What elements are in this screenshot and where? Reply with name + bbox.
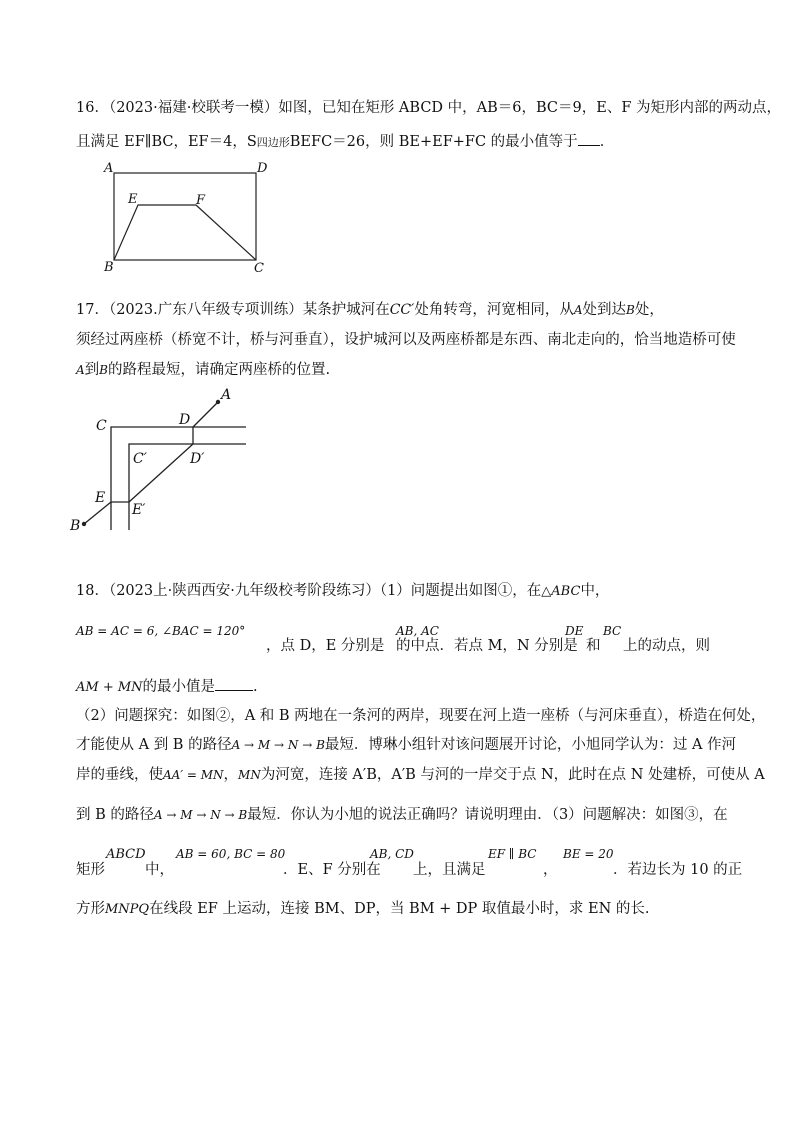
q18-math-path-2: A → M → N → B [153,808,248,822]
q16-path-befc [114,205,256,260]
q17-line3-math-a: A [76,363,85,377]
q18-math-mn: MN [238,768,261,782]
q18-math-bc [603,621,621,641]
q18-math-be [563,844,614,864]
q18-answer-blank [215,676,253,691]
q18-line1-part-b: 中， [580,583,610,599]
q18-line8-part-a: 矩形 [76,862,105,878]
q16-label-e: E [128,192,138,207]
q18-line8-part-c: ．E、F 分别在 [283,862,381,878]
q18-line1 [76,581,609,602]
q18-line5 [76,735,736,755]
q17-line1-part-d: 处， [634,302,664,318]
q17-line1 [76,300,664,320]
q16-line2-end: ． [599,134,615,150]
q18-line5-part-b: 最短．博琳小组针对该问题展开讨论，小旭同学认为：过 A 作河 [324,737,737,753]
q18-math-ab-ac-text: AB, AC [396,624,439,638]
q18-line6-part-c: 为河宽，连接 A′B，A′B 与河的一岸交于点 N，此时在点 N 处建桥，可使从 A [260,767,765,783]
q17-line3-rest: 的路程最短，请确定两座桥的位置. [108,362,331,378]
q17-line1-part-b: 处角转弯，河宽相同，从 [414,302,574,318]
q17-math-a: A [573,303,583,317]
q18-math-ef-bc [488,844,536,864]
q17-label-d-prime: D′ [190,451,205,467]
q16-area-subscript: 四边形 [256,136,290,149]
q18-math-ab-bc-text: AB = 60, BC = 80 [176,847,286,861]
q17-label-b: B [70,518,81,534]
q18-math-ab-cd [370,844,414,864]
q16-rectangle-figure [96,158,280,276]
q17-label-a: A [221,387,232,403]
q16-line2-part-b: BEFC＝26，则 BE+EF+FC 的最小值等于 [289,134,578,150]
q18-line8-part-f: ．若边长为 10 的正 [613,862,743,878]
q18-math-aa-mn: AA′ = MN [163,768,224,782]
q18-line9-part-b: 在线段 EF 上运动，连接 BM、DP，当 BM + DP 取值最小时，求 EN 的长. [149,901,650,917]
q17-label-e: E [95,490,106,506]
q18-line6 [76,765,765,785]
q18-line2-part-b: 的中点．若点 M，N 分别是 [396,638,578,654]
q17-label-c-prime: C′ [133,451,147,467]
q16-answer-blank [578,131,600,146]
q17-line3-to: 到 [84,362,100,378]
q18-math-be-text: BE = 20 [563,847,614,861]
q18-line6-part-a: 岸的垂线，使 [76,767,163,783]
q18-line2-part-a: ，点 D，E 分别是 [266,638,385,654]
q16-label-f: F [196,193,206,208]
q16-rectangle-abcd [114,173,256,260]
q16-line2 [76,131,614,153]
q18-line7-part-a: 到 B 的路径 [76,807,154,823]
q18-line1-part-a: 18．（2023上·陕西西安·九年级校考阶段练习）（1）问题提出如图①，在 [76,583,542,599]
q18-math-ab-cd-text: AB, CD [370,847,414,861]
q16-line1: 16．（2023·福建·校联考一模）如图，已知在矩形 ABCD 中，AB＝6，BC＝9，E、F 为矩形内部的两动点， [76,100,782,116]
q16-label-d: D [257,161,268,176]
q18-line7-part-b: 最短．你认为小旭的说法正确吗？请说明理由．（3）问题解决：如图③，在 [247,807,728,823]
q18-line9 [76,899,650,920]
q17-line3 [76,360,330,380]
q18-line3 [76,676,258,698]
q18-line8-part-e: ， [543,862,558,878]
q17-line3-math-b: B [99,363,108,377]
q18-math-ef-bc-text: EF ∥ BC [488,847,537,861]
q18-math-de-text: DE [565,624,584,638]
q18-math-triangle: △ABC [541,584,581,599]
q16-label-a: A [104,161,114,176]
q18-line8-part-d: 上，且满足 [413,862,486,878]
q17-line2: 须经过两座桥（桥宽不计，桥与河垂直），设护城河以及两座桥都是东西、南北走向的，恰当地造桥可使 [76,332,736,348]
q18-line6-part-b: ， [223,767,239,783]
q16-label-c: C [254,261,264,276]
q17-point-b [82,522,86,526]
q18-line2-part-d: 上的动点，则 [623,638,710,654]
q18-line4: （2）问题探究：如图②，A 和 B 两地在一条河的两岸，现要在河上造一座桥（与河床垂直），桥造在何处， [76,708,766,724]
q18-line2-part-c: 和 [586,638,601,654]
q18-math-am-mn: AM + MN [76,680,143,695]
q16-line2-part-a: 且满足 EF∥BC，EF＝4，S [76,134,257,150]
q18-math-abcd-text: ABCD [106,847,146,862]
q18-math-ab-ac-angle-text: AB = AC = 6, ∠BAC = 120° [76,624,246,638]
q18-line7 [76,805,728,825]
q18-line5-part-a: 才能使从 A 到 B 的路径 [76,737,232,753]
q17-math-b: B [626,303,635,317]
q17-point-a [216,400,220,404]
q17-moat-figure [66,384,256,534]
q16-label-b: B [104,260,114,275]
q17-label-d: D [179,412,191,428]
q18-line8-part-b: 中， [145,862,174,878]
q17-label-e-prime: E′ [132,502,146,518]
q18-math-de [565,621,583,641]
q17-line1-part-a: 17．（2023.广东八年级专项训练）某条护城河在 [76,302,390,318]
q18-math-path-1: A → M → N → B [231,738,325,752]
q17-math-cc: CC′ [389,302,415,318]
q17-line1-part-c: 处到达 [582,302,626,318]
q18-math-ab-ac-angle [76,621,245,641]
q18-line3-end: . [253,679,258,695]
q18-line9-part-a: 方形 [76,901,105,917]
q17-path-ad [193,402,218,427]
q18-line3-part-a: 的最小值是 [142,679,216,695]
q18-math-abcd [106,844,146,865]
q18-math-ab-bc [176,844,285,864]
q18-math-mnpq: MNPQ [105,902,150,917]
q17-label-c: C [96,418,107,434]
q18-math-bc-text: BC [603,624,622,638]
